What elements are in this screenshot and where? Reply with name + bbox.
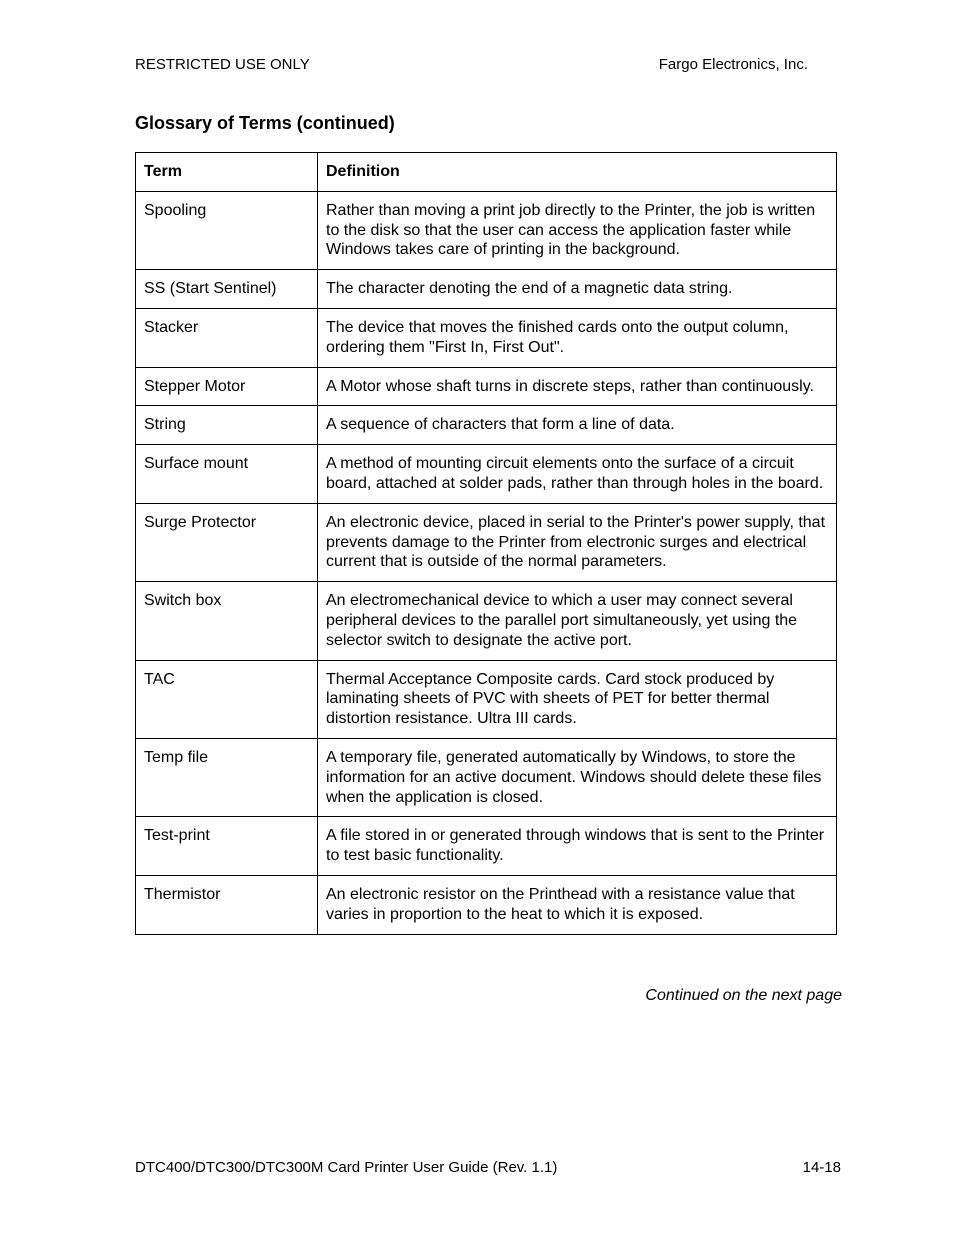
definition-cell: A sequence of characters that form a line of data.	[318, 406, 837, 445]
definition-cell: A method of mounting circuit elements onto the surface of a circuit board, attached at solder pads, rather than through holes in the board.	[318, 445, 837, 504]
definition-cell: The device that moves the finished cards onto the output column, ordering them "First In, First Out".	[318, 308, 837, 367]
column-header-definition: Definition	[318, 153, 837, 192]
table-row	[136, 660, 837, 738]
table-row	[136, 875, 837, 934]
term-cell: Test-print	[136, 817, 318, 876]
header-company-name: Fargo Electronics, Inc.	[658, 56, 808, 73]
table-header-row	[136, 153, 837, 192]
term-cell: TAC	[136, 660, 318, 738]
table-row	[136, 503, 837, 581]
table-row	[136, 270, 837, 309]
table-row	[136, 738, 837, 816]
definition-cell: Thermal Acceptance Composite cards. Card stock produced by laminating sheets of PVC with sheets of PET for better thermal distortion resistance. Ultra III cards.	[318, 660, 837, 738]
term-cell: Switch box	[136, 582, 318, 660]
term-cell: Temp file	[136, 738, 318, 816]
table-row	[136, 367, 837, 406]
term-cell: Spooling	[136, 191, 318, 269]
definition-cell: Rather than moving a print job directly to the Printer, the job is written to the disk so that the user can access the application faster while Windows takes care of printing in the background.	[318, 191, 837, 269]
definition-cell: A temporary file, generated automatically by Windows, to store the information for an active document. Windows should delete these files when the application is closed.	[318, 738, 837, 816]
term-cell: Stacker	[136, 308, 318, 367]
definition-cell: An electromechanical device to which a user may connect several peripheral devices to the parallel port simultaneously, yet using the selector switch to designate the active port.	[318, 582, 837, 660]
table-row	[136, 406, 837, 445]
definition-cell: An electronic device, placed in serial to the Printer's power supply, that prevents damage to the Printer from electronic surges and electrical current that is outside of the normal parameters.	[318, 503, 837, 581]
term-cell: Thermistor	[136, 875, 318, 934]
table-row	[136, 817, 837, 876]
table-row	[136, 582, 837, 660]
glossary-table	[135, 152, 837, 935]
table-row	[136, 308, 837, 367]
definition-cell: A file stored in or generated through windows that is sent to the Printer to test basic functionality.	[318, 817, 837, 876]
term-cell: String	[136, 406, 318, 445]
continued-note: Continued on the next page	[645, 987, 842, 1004]
term-cell: Surge Protector	[136, 503, 318, 581]
header-restricted-notice: RESTRICTED USE ONLY	[135, 56, 310, 73]
table-row	[136, 445, 837, 504]
definition-cell: The character denoting the end of a magnetic data string.	[318, 270, 837, 309]
footer-document-title: DTC400/DTC300/DTC300M Card Printer User Guide (Rev. 1.1)	[135, 1159, 558, 1176]
definition-cell: An electronic resistor on the Printhead with a resistance value that varies in proportion to the heat to which it is exposed.	[318, 875, 837, 934]
section-title: Glossary of Terms (continued)	[135, 113, 395, 133]
term-cell: Surface mount	[136, 445, 318, 504]
footer-page-number: 14-18	[802, 1159, 841, 1176]
term-cell: Stepper Motor	[136, 367, 318, 406]
definition-cell: A Motor whose shaft turns in discrete steps, rather than continuously.	[318, 367, 837, 406]
term-cell: SS (Start Sentinel)	[136, 270, 318, 309]
column-header-term: Term	[136, 153, 318, 192]
table-row	[136, 191, 837, 269]
